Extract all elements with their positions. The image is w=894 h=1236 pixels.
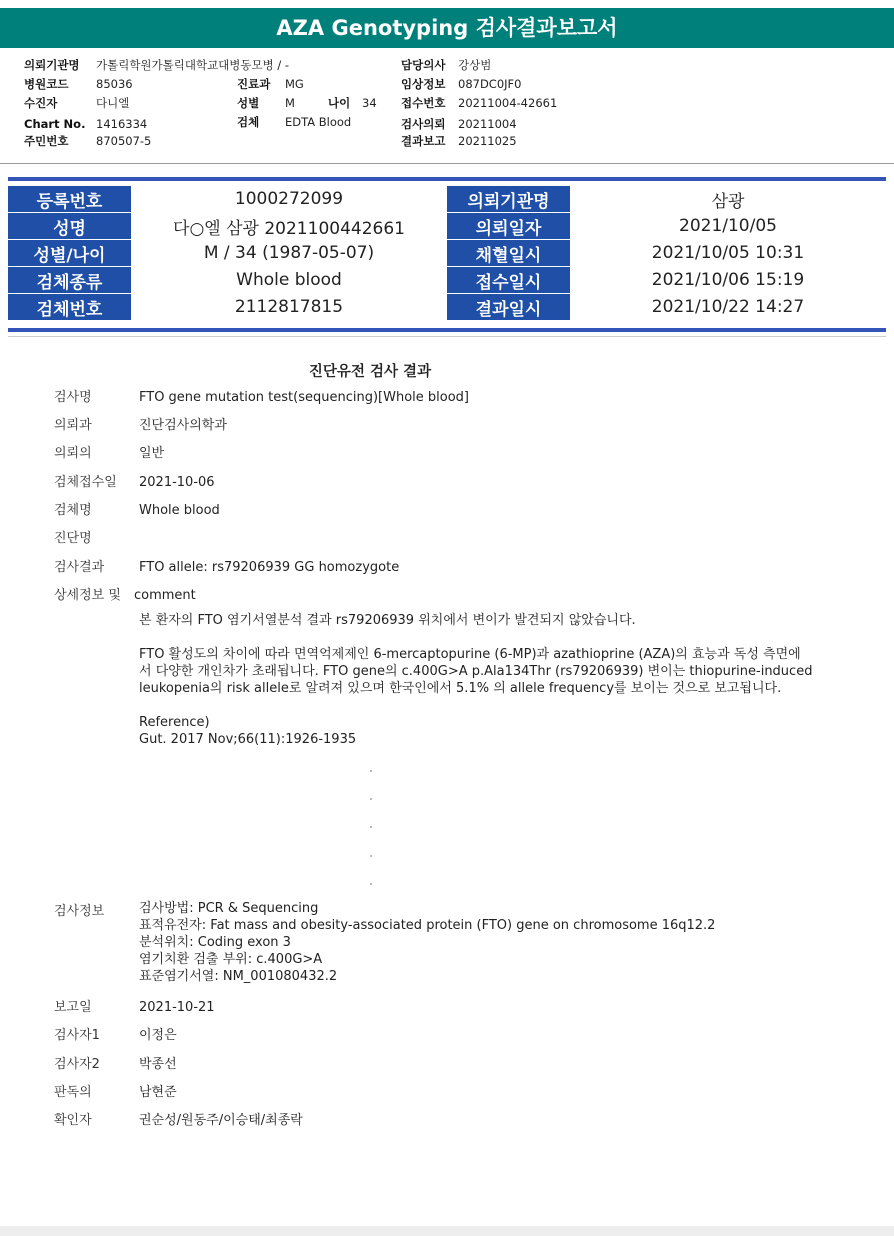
reg-label: 검체종류 [8, 267, 131, 294]
table-row [8, 294, 886, 321]
reg-value: 2021/10/22 14:27 [570, 294, 886, 321]
header-right-2: 접수번호 20211004-42661 [401, 96, 558, 110]
test-info-label: 검사정보 [54, 904, 105, 919]
reg-label: 결과일시 [447, 294, 570, 321]
signoff-report-date: 보고일 2021-10-21 [54, 1000, 215, 1015]
reg-label: 접수일시 [447, 267, 570, 294]
separator-dot [370, 826, 372, 828]
report-title: AZA Genotyping 검사결과보고서 [0, 8, 894, 48]
header-right-3: 검사의뢰 20211004 [401, 117, 517, 131]
header-mid-2: 검체 EDTA Blood [237, 115, 352, 129]
header-left-2: 수진자 다니엘 [24, 96, 130, 110]
comment-p2c: leukopenia의 risk allele로 알려져 있으며 한국인에서 5.1% 의 allele frequency를 보이는 것으로 보고됩니다. [139, 681, 782, 696]
reg-value: 2112817815 [131, 294, 447, 321]
page-footer [0, 1226, 894, 1236]
header-left-0: 의뢰기관명 가톨릭학원가톨릭대학교대병동모병 / - [24, 58, 290, 72]
reg-value: M / 34 (1987-05-07) [131, 240, 447, 267]
table-row [8, 213, 886, 240]
table-row [8, 186, 886, 213]
reg-value: Whole blood [131, 267, 447, 294]
test-info-line-4: 표준염기서열: NM_001080432.2 [139, 969, 338, 984]
test-info-line-0: 검사방법: PCR & Sequencing [139, 901, 319, 916]
header-right-0: 담당의사 강상범 [401, 58, 492, 72]
header-age: 나이 34 [328, 96, 377, 110]
reg-label: 성별/나이 [8, 240, 131, 267]
comment-p2a: FTO 활성도의 차이에 따라 면역억제제인 6-mercaptopurine (6-MP)과 azathioprine (AZA)의 효능과 독성 측면에 [139, 647, 801, 662]
header-right-4: 결과보고 20211025 [401, 134, 517, 148]
table-top-rule [8, 177, 886, 181]
reg-label: 채혈일시 [447, 240, 570, 267]
field-specimen: 검체명 Whole blood [54, 503, 220, 518]
table-bottom-divider [8, 336, 886, 337]
test-info-line-3: 염기치환 검출 부위: c.400G>A [139, 952, 323, 967]
reg-label: 성명 [8, 213, 131, 240]
separator-dot [370, 798, 372, 800]
field-dept: 의뢰과 진단검사의학과 [54, 418, 227, 433]
separator-dot [370, 855, 372, 857]
table-row [8, 267, 886, 294]
reference-citation: Gut. 2017 Nov;66(11):1926-1935 [139, 732, 357, 747]
comment-p1: 본 환자의 FTO 염기서열분석 결과 rs79206939 위치에서 변이가 발견되지 않았습니다. [139, 613, 636, 628]
signoff-tester1: 검사자1 이정은 [54, 1028, 177, 1043]
test-info-line-2: 분석위치: Coding exon 3 [139, 935, 291, 950]
field-detail: 상세정보 및 comment [54, 588, 196, 603]
reg-value: 2021/10/06 15:19 [570, 267, 886, 294]
field-diagnosis: 진단명 [54, 531, 92, 546]
header-mid-1: 성별 M [237, 96, 295, 110]
test-info-line-1: 표적유전자: Fat mass and obesity-associated protein (FTO) gene on chromosome 16q12.2 [139, 918, 716, 933]
reg-value: 2021/10/05 10:31 [570, 240, 886, 267]
reg-value: 2021/10/05 [570, 213, 886, 240]
field-result: 검사결과 FTO allele: rs79206939 GG homozygote [54, 560, 400, 575]
header-right-1: 임상정보 087DC0JF0 [401, 77, 522, 91]
field-received: 검체접수일 2021-10-06 [54, 475, 215, 490]
reference-label: Reference) [139, 715, 210, 730]
table-bottom-rule [8, 328, 886, 332]
reg-value: 삼광 [570, 186, 886, 213]
separator-dot [370, 883, 372, 885]
section-title: 진단유전 검사 결과 [308, 364, 432, 380]
comment-p2b: 서 다양한 개인차가 초래됩니다. FTO gene의 c.400G>A p.Ala134Thr (rs79206939) 변이는 thiopurine-induced [139, 664, 813, 679]
signoff-confirmer: 확인자 권순성/원동주/이승태/최종락 [54, 1113, 303, 1128]
field-test-name: 검사명 FTO gene mutation test(sequencing)[Whole blood] [54, 390, 469, 405]
reg-label: 검체번호 [8, 294, 131, 321]
reg-label: 의뢰일자 [447, 213, 570, 240]
header-left-1: 병원코드 85036 [24, 77, 133, 91]
reg-label: 의뢰기관명 [447, 186, 570, 213]
reg-value: 다○엘 삼광 2021100442661 [131, 213, 447, 240]
table-row [8, 240, 886, 267]
separator-dot [370, 770, 372, 772]
header-mid-0: 진료과 MG [237, 77, 304, 91]
signoff-tester2: 검사자2 박종선 [54, 1057, 177, 1072]
registration-table [8, 186, 886, 321]
header-left-4: 주민번호 870507-5 [24, 134, 152, 148]
header-divider [0, 163, 894, 164]
field-doctor: 의뢰의 일반 [54, 446, 165, 461]
reg-value: 1000272099 [131, 186, 447, 213]
header-left-3: Chart No. 1416334 [24, 117, 148, 131]
reg-label: 등록번호 [8, 186, 131, 213]
signoff-reader: 판독의 남현준 [54, 1085, 177, 1100]
